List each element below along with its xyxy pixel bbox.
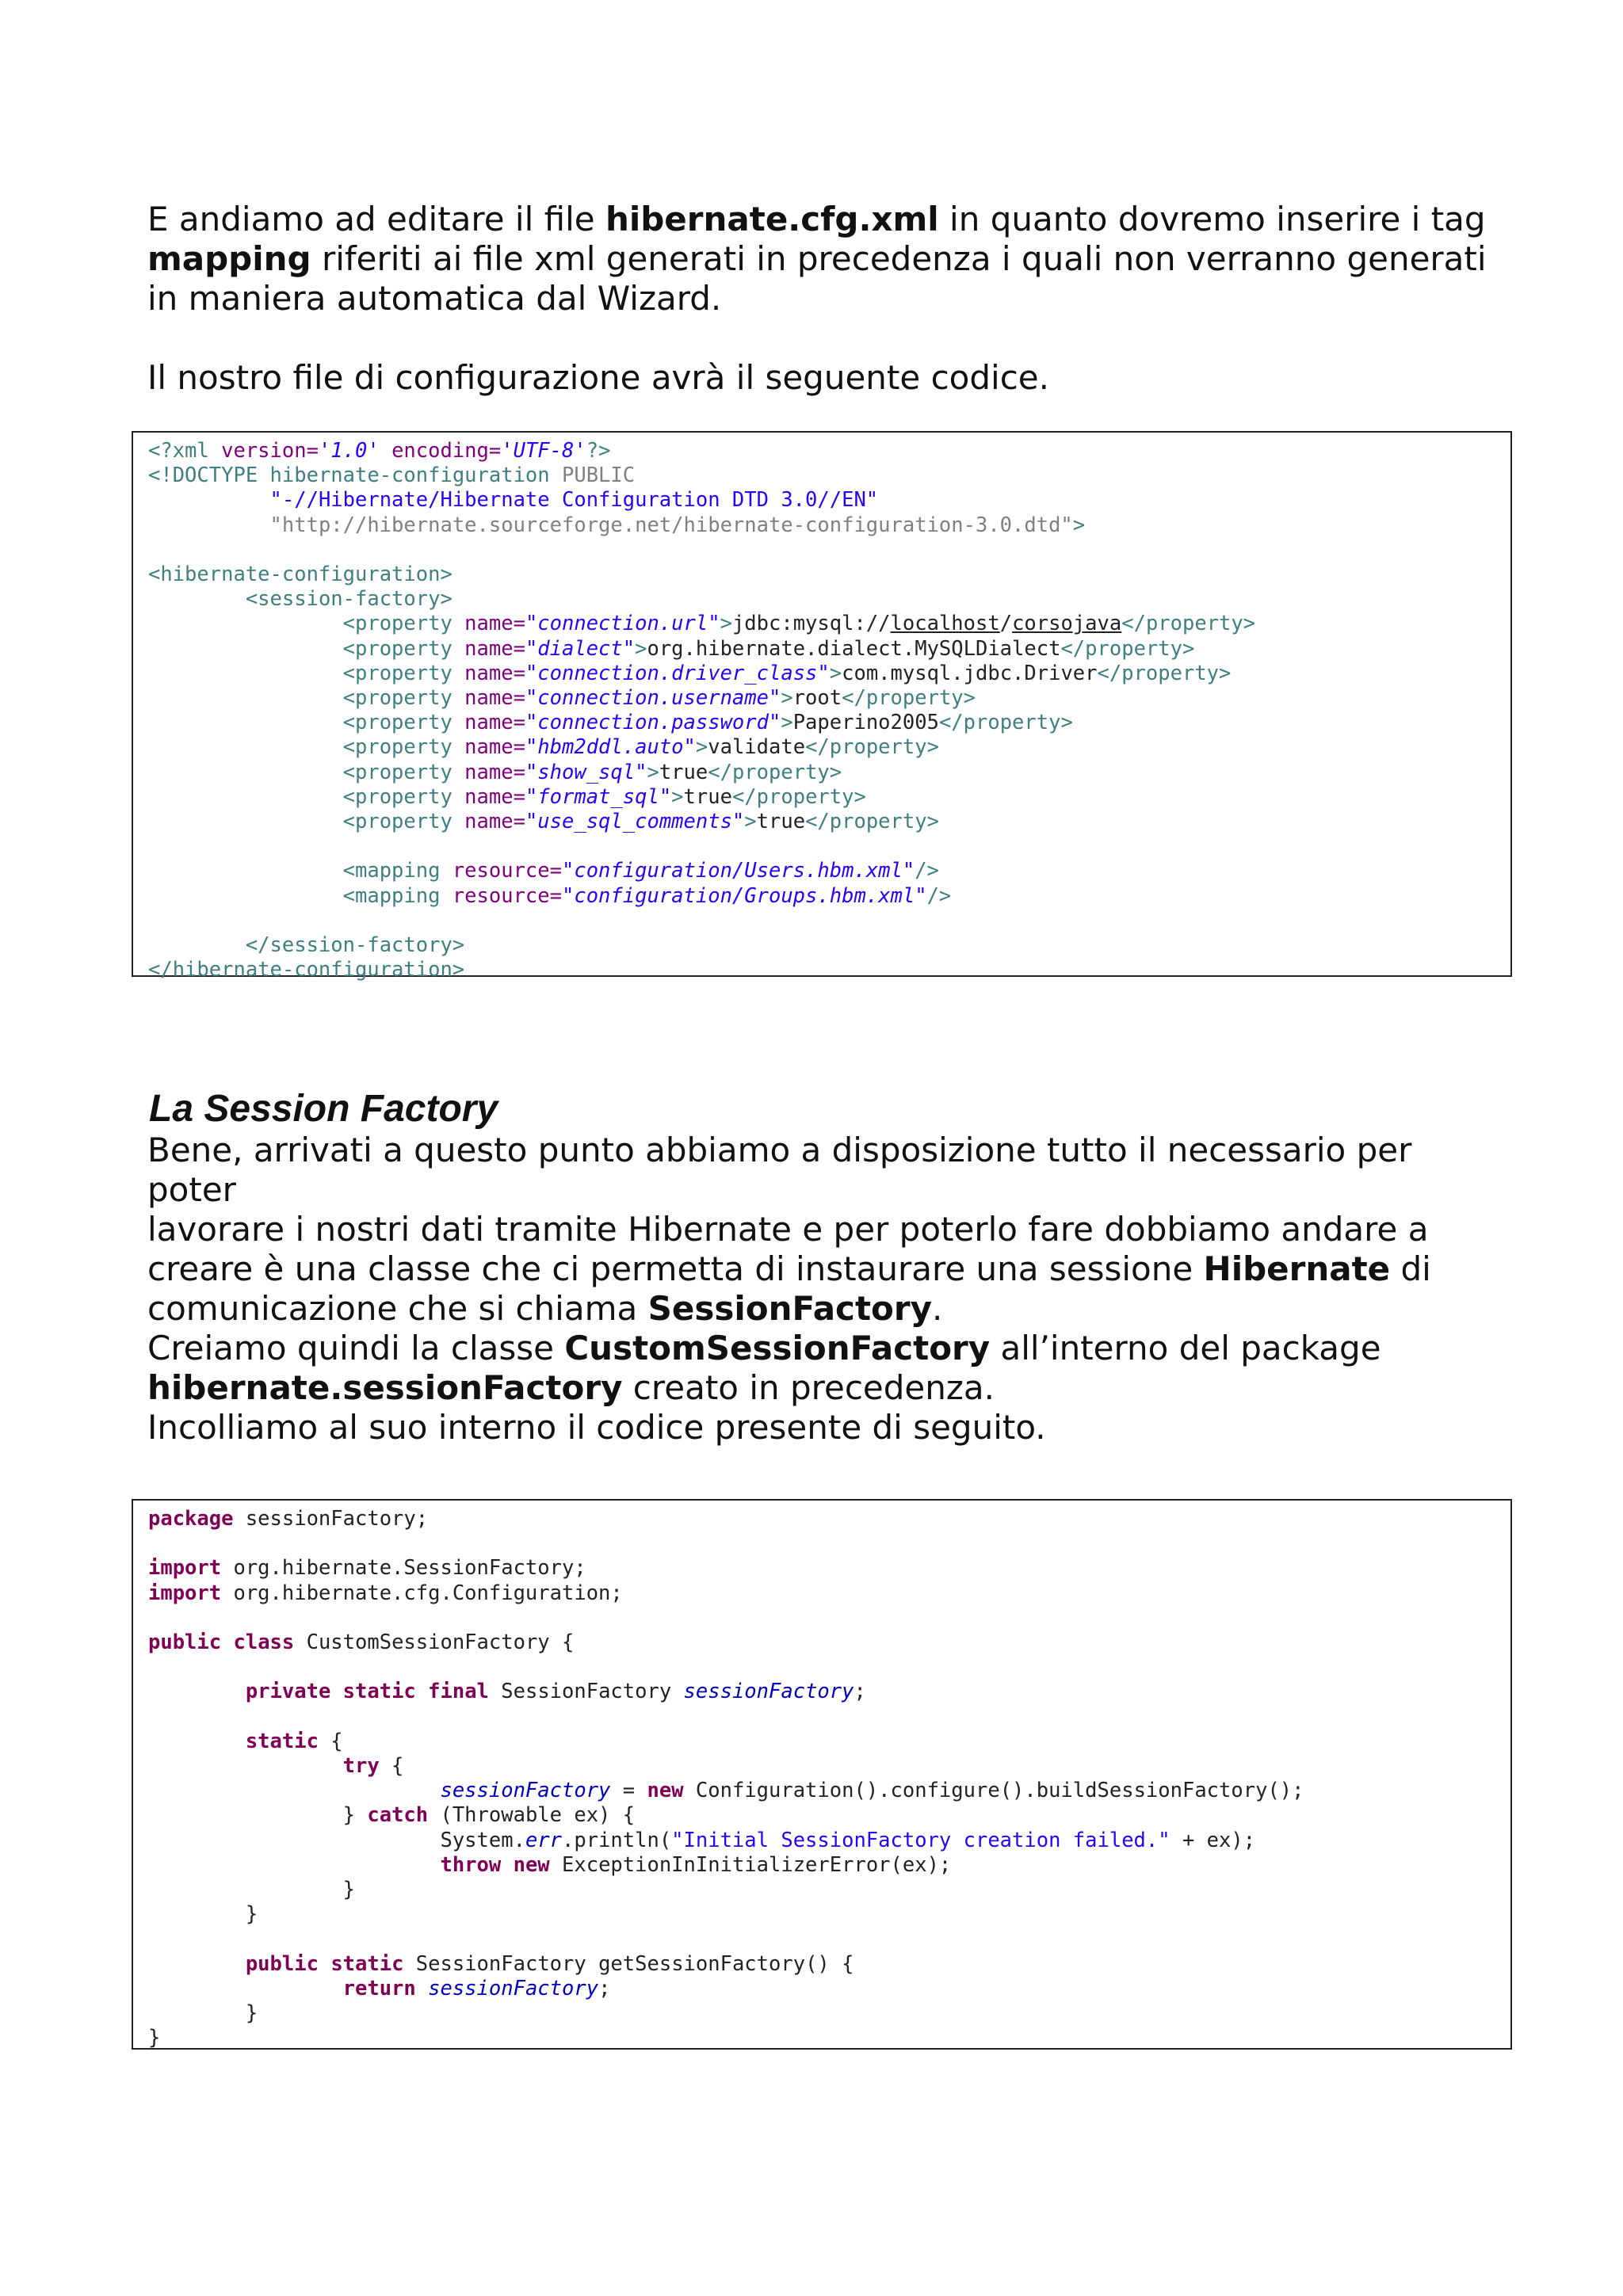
- xml-code: <?xml version='1.0' encoding='UTF-8'?> <!DOCTYPE hibernate-configuration PUBLIC "-//Hibernate/Hibernate Configuration DTD 3.0//EN" "http://hibernate.sourceforge.net/hibernate-configuration-3.0.dtd"> <hibernate-configuration> <session-factory> <property name="connection.url">jdbc:mysql://localhost/corsojava</property> <property name="dialect">org.hibernate.dialect.MySQLDialect</property> <property name="connection.driver_class">com.mysql.jdbc.Driver</property> <property name="connection.username">root</property> <property name="connection.password">Paperino2005</property> <property name="hbm2ddl.auto">validate</property> <property name="show_sql">true</property> <property name="format_sql">true</property> <property name="use_sql_comments">true</property> <mapping resource="configuration/Users.hbm.xml"/> <mapping resource="configuration/Groups.hbm.xml"/> </session-factory> </hibernate-configuration>: [148, 439, 1256, 982]
- create-class-paragraph: Creiamo quindi la classe CustomSessionFactory all’interno del package hibernate.sessionFactory creato in precedenza. Incolliamo al suo interno il codice presente di seguito.: [147, 1329, 1381, 1447]
- config-sentence: Il nostro file di configurazione avrà il seguente codice.: [147, 358, 1049, 397]
- section-heading: La Session Factory: [149, 1088, 498, 1130]
- xml-code-block: [132, 431, 1512, 982]
- intro-line-3: in maniera automatica dal Wizard.: [147, 279, 722, 318]
- mapping-term: mapping: [147, 239, 311, 278]
- intro-line-2: mapping riferiti ai file xml generati in precedenza i quali non verranno generati: [147, 239, 1487, 278]
- filename-hibernate-cfg: hibernate.cfg.xml: [605, 200, 939, 238]
- intro-paragraph: [147, 200, 1510, 318]
- java-code: package sessionFactory; import org.hibernate.SessionFactory; import org.hibernate.cfg.Configuration; public class CustomSessionFactory { private static final SessionFactory sessionFactory; static { try { sessionFactory = new Configuration().configure().buildSessionFactory(); } catch (Throwable ex) { System.err.println("Initial SessionFactory creation failed." + ex); throw new ExceptionInInitializerError(ex); } } public static SessionFactory getSessionFactory() { return sessionFactory; } }: [148, 1507, 1304, 2050]
- java-code-block: [132, 1499, 1512, 2050]
- intro-line-1: E andiamo ad editare il file hibernate.cfg.xml in quanto dovremo inserire i tag: [147, 200, 1486, 238]
- session-factory-paragraph: Bene, arrivati a questo punto abbiamo a disposizione tutto il necessario per poter lavorare i nostri dati tramite Hibernate e per poterlo fare dobbiamo andare a creare è una classe che ci permetta di instaurare una sessione Hibernate di comunicazione che si chiama SessionFactory.: [147, 1131, 1431, 1328]
